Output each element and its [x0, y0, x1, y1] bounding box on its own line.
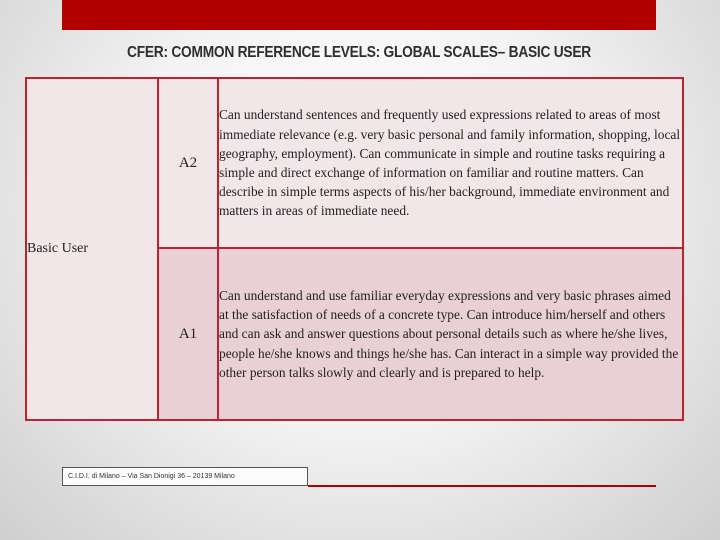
level-description-a1: Can understand and use familiar everyday expressions and very basic phrases aimed at the satisfaction of needs of a concrete type. Can introduce him/herself and others and can ask and answer questions about personal details such as where he/she lives, people he/she knows and things he/she has. Can interact in a simple way provided the other person talks slowly and clearly and is prepared to help.	[218, 248, 683, 420]
footer-address: C.I.D.I. di Milano – Via San Dionigi 36 – 20139 Milano	[62, 467, 308, 486]
level-label-a1: A1	[158, 248, 218, 420]
slide-title: CFER: COMMON REFERENCE LEVELS: GLOBAL SCALES– BASIC USER	[127, 44, 591, 61]
level-label-a2: A2	[158, 78, 218, 248]
basic-user-label: Basic User	[26, 78, 158, 420]
top-accent-bar	[62, 0, 656, 30]
level-description-a2: Can understand sentences and frequently used expressions related to areas of most immediate relevance (e.g. very basic personal and family information, shopping, local geography, employment). Can communicate in simple and routine tasks requiring a simple and direct exchange of information on familiar and routine matters. Can describe in simple terms aspects of his/her background, immediate environment and matters in areas of immediate need.	[218, 78, 683, 248]
cefr-levels-table	[25, 77, 684, 421]
bottom-accent-line	[308, 485, 656, 487]
table-row-a2	[26, 78, 683, 248]
